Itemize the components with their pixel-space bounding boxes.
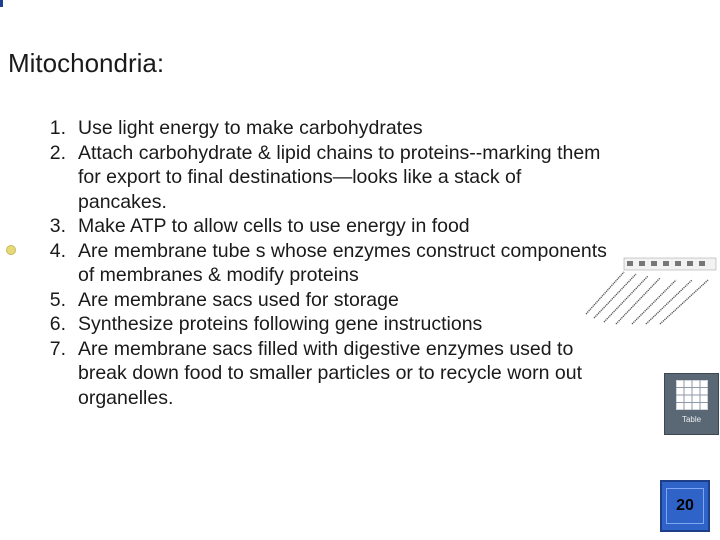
list-item [22,337,612,411]
item-text: Are membrane tube s whose enzymes construct components of membranes & modify proteins [78,239,607,286]
item-text: Use light energy to make carbohydrates [78,117,423,139]
page-number-frame [666,488,704,524]
list-item [22,288,612,313]
answer-list [22,116,612,410]
item-number: 2. [49,141,66,164]
table-grid-icon [676,380,708,410]
table-header-icon [624,258,716,270]
item-number: 1. [49,117,66,139]
slanted-text-lines-icon [586,272,708,324]
item-text: Make ATP to allow cells to use energy in food [78,215,470,237]
table-button[interactable] [664,373,719,435]
page-number-box [660,480,710,532]
tilted-table-graphic [584,254,720,330]
item-number: 4. [49,239,66,262]
corner-marker [0,0,3,7]
table-label: Table [681,415,702,424]
item-number: 6. [49,313,66,335]
list-item [22,116,612,141]
list-item [22,239,612,288]
item-text: Are membrane sacs filled with digestive enzymes used to break down food to smaller particles or to recycle worn out organelles. [78,337,582,409]
list-item [22,312,612,337]
item-number: 3. [49,215,66,237]
page-number: 20 [676,497,694,514]
item-number: 7. [49,337,66,360]
list-item [22,141,612,215]
list-item [22,214,612,239]
slide-title: Mitochondria: [8,48,165,78]
item-text: Synthesize proteins following gene instructions [78,313,483,335]
item-text: Are membrane sacs used for storage [78,288,399,311]
bullet-dot-icon [6,245,16,255]
item-number: 5. [49,288,66,311]
item-text: Attach carbohydrate & lipid chains to proteins--marking them for export to final destinations—looks like a stack of pancakes. [78,141,601,213]
